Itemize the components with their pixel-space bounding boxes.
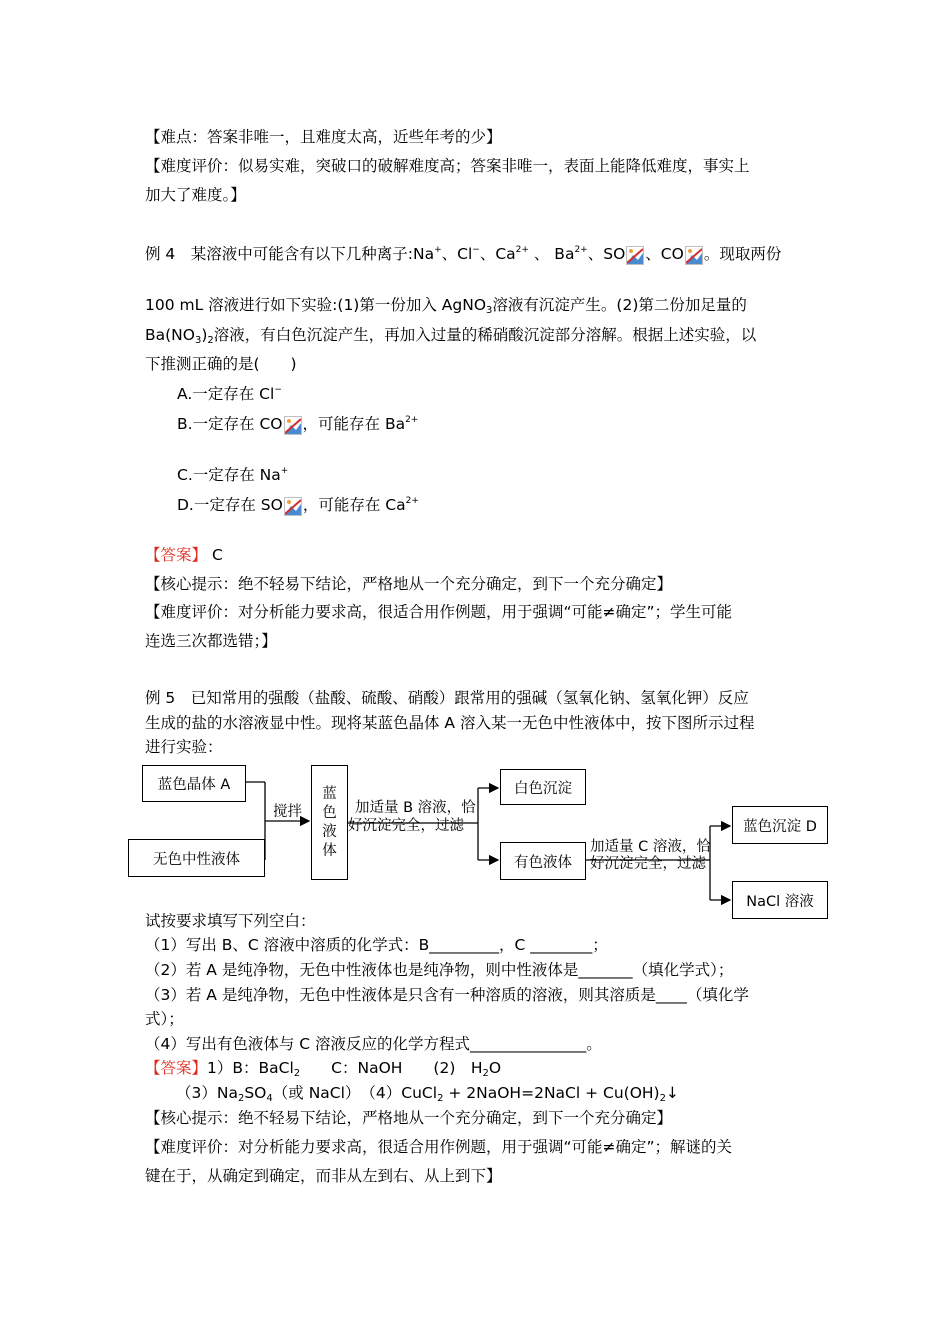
example4-line3: $Ba(NO_3)_2$溶液，有白色沉淀产生，再加入过量的稀硝酸沉淀部分溶解。根据上述实验，以 [145,326,757,346]
white-precipitate-box: 白色沉淀 [500,769,586,805]
colored-liquid-box: 有色液体 [500,842,586,880]
example5-eval-line1: 【难度评价：对分析能力要求高，很适合用作例题，用于强调“可能≠确定”；解谜的关 [145,1138,733,1156]
example4-line2: 100 mL 溶液进行如下实验:(1)第一份加入 AgNO$_3$溶液有沉淀产生。(2)第二份加足量的 [145,296,747,316]
question-2: （2）若 A 是纯净物，无色中性液体也是纯净物，则中性液体是_______（填化学式）； [145,961,734,979]
question-3-line1: （3）若 A 是纯净物，无色中性液体是只含有一种溶质的溶液，则其溶质是____（填化学 [145,986,749,1004]
nacl-solution-box: NaCl 溶液 [732,881,828,919]
example5-answer-line1: 【答案】1）B：BaCl$_2$ C：NaOH (2) $H_2O$ [145,1059,502,1079]
add-c-label-2: 好沉淀完全，过滤 [590,856,706,872]
example4-hint: 【核心提示：绝不轻易下结论，严格地从一个充分确定，到下一个充分确定】 [145,575,673,593]
add-c-label-1: 加适量 C 溶液，恰 [590,839,711,855]
question-3-line2: 式）； [145,1010,184,1028]
add-b-label-1: 加适量 B 溶液，恰 [355,800,476,816]
question-4: （4）写出有色液体与 C 溶液反应的化学方程式_______________。 [145,1035,602,1053]
crystal-a-box: 蓝色晶体 A [142,765,246,802]
difficulty-eval-line1: 【难度评价：似易实难，突破口的破解难度高；答案非唯一，表面上能降低难度，事实上 [145,157,750,175]
questions-intro: 试按要求填写下列空白： [145,912,316,930]
example4-line1: 例 4 某溶液中可能含有以下几种离子:Na+、Cl−、$Ca^{2+}$ 、 $Ba^{2+}$、SO 、CO 。现取两份 [145,245,782,263]
option-c: C.一定存在 Na+ [177,466,289,484]
example4-answer: 【答案】 C [145,546,223,564]
example4-line4: 下推测正确的是( ) [145,355,297,373]
option-b: B.一定存在 CO ，可能存在 $Ba^{2+}$ [177,415,419,433]
blue-precipitate-box: 蓝色沉淀 D [732,806,828,844]
example5-hint: 【核心提示：绝不轻易下结论，严格地从一个充分确定，到下一个充分确定】 [145,1109,673,1127]
difficulty-eval-line2: 加大了难度。】 [145,186,246,204]
example5-eval-line2: 键在于，从确定到确定，而非从左到右、从上到下】 [145,1167,502,1185]
option-a: A.一定存在 Cl− [177,385,282,403]
neutral-liquid-box: 无色中性液体 [128,839,265,877]
example5-line1: 例 5 已知常用的强酸（盐酸、硫酸、硝酸）跟常用的强碱（氢氧化钠、氢氧化钾）反应 [145,689,749,707]
difficulty-note: 【难点：答案非唯一，且难度太高，近些年考的少】 [145,128,502,146]
example5-answer-line2: $(3)Na_2SO_4$（或 NaCl） （4）CuCl$_2$ + 2NaOH=2NaCl + $Cu(OH)_2↓$ [176,1084,679,1104]
stir-label: 搅拌 [273,804,302,820]
add-b-label-2: 好沉淀完全，过滤 [348,818,464,834]
example4-eval-line1: 【难度评价：对分析能力要求高，很适合用作例题，用于强调“可能≠确定”；学生可能 [145,603,733,621]
example5-line3: 进行实验： [145,738,223,756]
question-1: （1）写出 B、C 溶液中溶质的化学式：B_________，C ________； [145,936,608,954]
option-d: D.一定存在 SO ，可能存在 $Ca^{2+}$ [177,496,419,514]
example4-eval-line2: 连选三次都选错；】 [145,632,277,650]
example5-line2: 生成的盐的水溶液显中性。现将某蓝色晶体 A 溶入某一无色中性液体中，按下图所示过程 [145,714,755,732]
blue-liquid-box: 蓝 色 液 体 [311,765,348,880]
